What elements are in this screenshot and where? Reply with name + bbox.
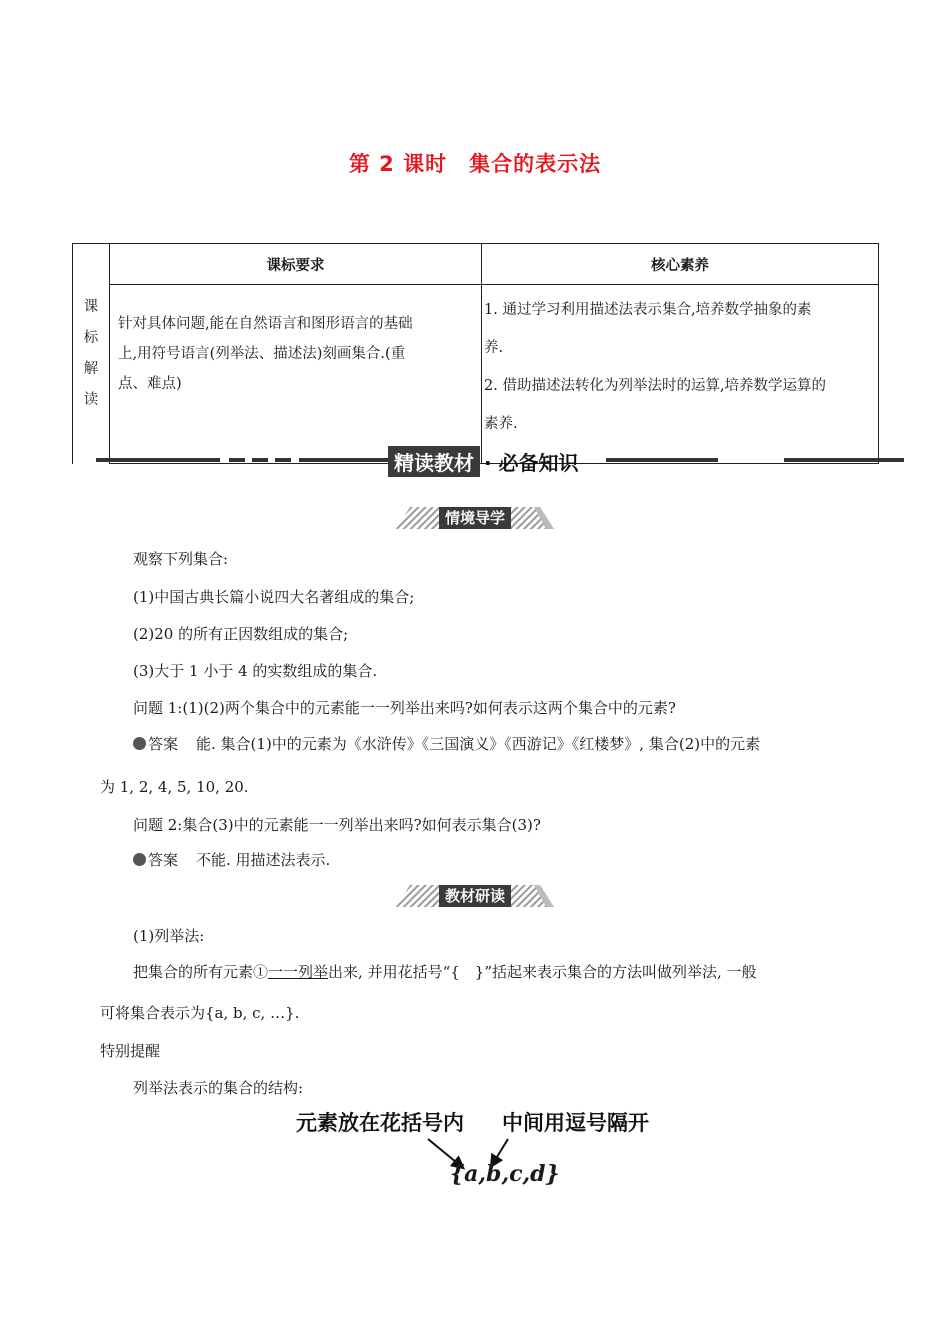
diagram-left-label: 元素放在花括号内 [296, 1111, 464, 1135]
col1-body [110, 285, 482, 464]
tag-textbook [396, 885, 554, 907]
col2-line: 素养. [484, 416, 518, 432]
banner-dark-text: 精读教材 [388, 446, 480, 477]
curriculum-table [72, 243, 879, 464]
definition-blank: 一一列举 [268, 963, 329, 981]
special-note-title: 特别提醒 [100, 1042, 161, 1060]
answer-text: 能. 集合(1)中的元素为《水浒传》《三国演义》《西游记》《红楼梦》, 集合(2)中的元素 [196, 735, 761, 753]
banner-light-text: · 必备知识 [484, 450, 579, 475]
tag-situation-label: 情境导学 [439, 507, 511, 529]
col1-line: 针对具体问题,能在自然语言和图形语言的基础 [118, 316, 413, 332]
col1-header: 课标要求 [110, 244, 482, 285]
answer-label: 答案 [148, 735, 179, 753]
divider-line [606, 458, 718, 462]
answer-2 [133, 850, 330, 870]
section-banner [388, 446, 583, 476]
paragraph: (2)20 的所有正因数组成的集合; [133, 625, 349, 643]
col2-header: 核心素养 [482, 244, 879, 285]
divider-line [96, 458, 220, 462]
definition-post: 出来, 并用花括号“{ }”括起来表示集合的方法叫做列举法, 一般 [328, 963, 757, 981]
col2-line: 养. [484, 340, 504, 356]
col1-line: 点、难点) [118, 376, 182, 392]
answer-1-cont: 为 1, 2, 4, 5, 10, 20. [100, 778, 249, 796]
answer-icon [133, 853, 146, 866]
paragraph: (3)大于 1 小于 4 的实数组成的集合. [133, 662, 378, 680]
tag-situation [396, 507, 554, 529]
answer-label: 答案 [148, 851, 179, 869]
structure-intro: 列举法表示的集合的结构: [133, 1079, 304, 1097]
diagram-right-label: 中间用逗号隔开 [502, 1111, 649, 1135]
definition-pre: 把集合的所有元素① [133, 963, 269, 981]
col2-line: 2. 借助描述法转化为列举法时的运算,培养数学运算的 [484, 378, 827, 394]
paragraph: (1)中国古典长篇小说四大名著组成的集合; [133, 588, 415, 606]
definition-text [133, 962, 757, 982]
set-notation: {a,b,c,d} [450, 1161, 560, 1187]
divider-line [299, 458, 388, 462]
divider-dash [275, 458, 291, 462]
question-2: 问题 2:集合(3)中的元素能一一列举出来吗?如何表示集合(3)? [133, 816, 541, 834]
col2-line: 1. 通过学习利用描述法表示集合,培养数学抽象的素 [484, 302, 812, 318]
answer-text: 不能. 用描述法表示. [196, 851, 331, 869]
paragraph: 观察下列集合: [133, 550, 229, 568]
page-title: 第 2 课时 集合的表示法 [348, 152, 602, 176]
divider-dash [229, 458, 245, 462]
side-label [73, 244, 110, 464]
side-char: 标 [83, 329, 99, 346]
side-char: 课 [83, 298, 99, 315]
tag-textbook-label: 教材研读 [439, 885, 511, 907]
divider-line [784, 458, 904, 462]
side-char: 读 [83, 391, 99, 408]
answer-1 [133, 734, 760, 754]
answer-icon [133, 737, 146, 750]
question-1: 问题 1:(1)(2)两个集合中的元素能一一列举出来吗?如何表示这两个集合中的元素? [133, 699, 676, 717]
definition-cont: 可将集合表示为{a, b, c, …}. [100, 1004, 300, 1022]
side-char: 解 [83, 360, 99, 377]
divider-dash [252, 458, 268, 462]
col1-line: 上,用符号语言(列举法、描述法)刻画集合.(重 [118, 346, 406, 362]
subsection-title: (1)列举法: [133, 927, 205, 945]
col2-body [482, 285, 879, 464]
